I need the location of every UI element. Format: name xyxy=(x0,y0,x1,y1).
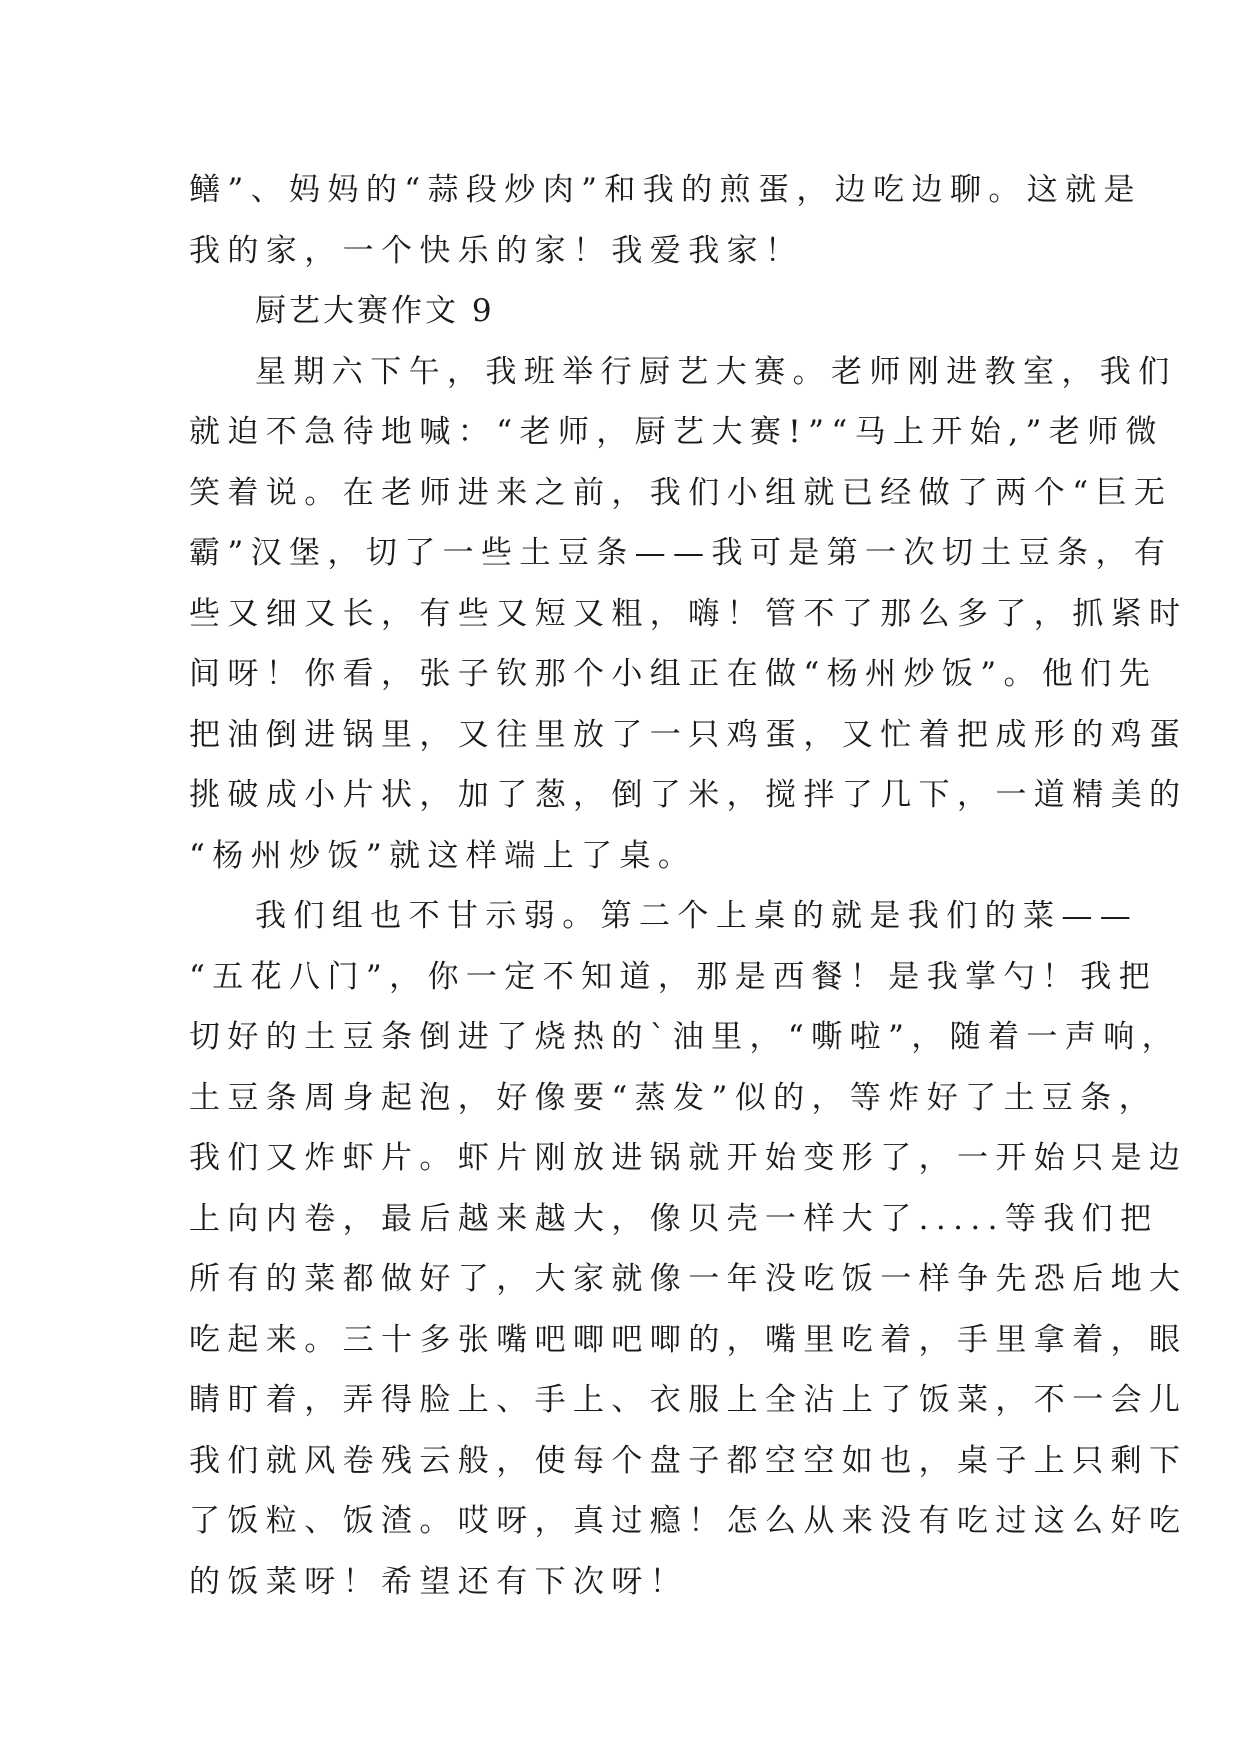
text-line: 把油倒进锅里，又往里放了一只鸡蛋，又忙着把成形的鸡蛋 xyxy=(189,716,1188,753)
text-line: 间呀！你看，张子钦那个小组正在做“杨州炒饭”。他们先 xyxy=(189,656,1158,692)
text-line: 吃起来。三十多张嘴吧唧吧唧的，嘴里吃着，手里拿着，眼 xyxy=(189,1321,1188,1358)
text-line: 我们又炸虾片。虾片刚放进锅就开始变形了，一开始只是边 xyxy=(189,1140,1188,1176)
text-line: 睛盯着，弄得脸上、手上、衣服上全沾上了饭菜，不一会儿 xyxy=(189,1382,1188,1418)
text-line: 挑破成小片状，加了葱，倒了米，搅拌了几下，一道精美的 xyxy=(189,777,1188,813)
text-line: 我的家，一个快乐的家！我爱我家！ xyxy=(189,232,804,269)
text-line: 土豆条周身起泡，好像要“蒸发”似的，等炸好了土豆条， xyxy=(189,1079,1158,1116)
text-line: 所有的菜都做好了，大家就像一年没吃饭一样争先恐后地大 xyxy=(189,1261,1188,1297)
text-line: 我们组也不甘示弱。第二个上桌的就是我们的菜—— xyxy=(255,898,1139,934)
text-line: “五花八门”，你一定不知道，那是西餐！是我掌勺！我把 xyxy=(189,958,1158,995)
text-line: 了饭粒、饭渣。哎呀，真过瘾！怎么从来没有吃过这么好吃 xyxy=(189,1503,1188,1539)
text-line: 上向内卷，最后越来越大，像贝壳一样大了.....等我们把 xyxy=(189,1200,1159,1237)
text-line: 星期六下午，我班举行厨艺大赛。老师刚进教室，我们 xyxy=(255,353,1177,390)
text-line: 些又细又长，有些又短又粗，嗨！管不了那么多了，抓紧时 xyxy=(189,595,1188,632)
essay-body xyxy=(189,160,1188,1612)
essay-title: 厨艺大赛作文 9 xyxy=(255,293,495,329)
text-line: 鳝”、妈妈的“蒜段炒肉”和我的煎蛋，边吃边聊。这就是 xyxy=(189,172,1142,208)
text-line: 的饭菜呀！希望还有下次呀！ xyxy=(189,1563,689,1600)
text-line: 切好的土豆条倒进了烧热的`油里，“嘶啦”，随着一声响， xyxy=(189,1019,1180,1055)
text-line: 霸”汉堡，切了一些土豆条——我可是第一次切土豆条，有 xyxy=(189,535,1173,571)
text-line: “杨州炒饭”就这样端上了桌。 xyxy=(189,837,697,874)
text-line: 就迫不急待地喊：“老师，厨艺大赛!”“马上开始,”老师微 xyxy=(189,414,1164,450)
text-line: 笑着说。在老师进来之前，我们小组就已经做了两个“巨无 xyxy=(189,474,1173,511)
text-line: 我们就风卷残云般，使每个盘子都空空如也，桌子上只剩下 xyxy=(189,1442,1188,1479)
